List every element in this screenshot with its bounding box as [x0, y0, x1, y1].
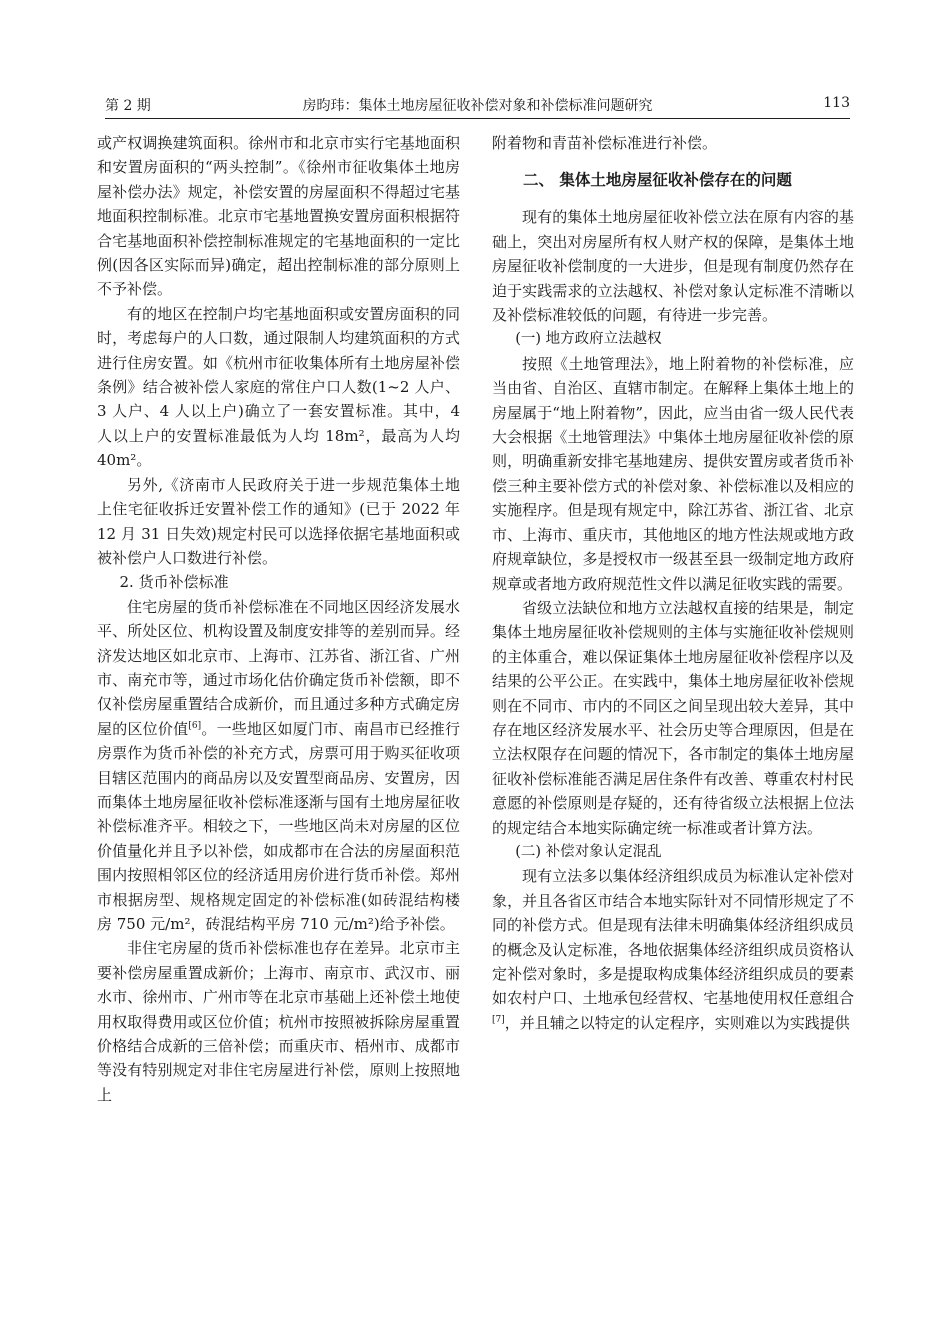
page-number: 113	[823, 95, 850, 111]
subsection-heading: (一) 地方政府立法越权	[515, 331, 662, 348]
citation-ref[interactable]: [7]	[492, 1014, 505, 1025]
subsection-heading: 2. 货币补偿标准	[119, 573, 229, 592]
paragraph-text: 住宅房屋的货币补偿标准在不同地区因经济发展水平、所处区位、机构设置及制度安排等的差别而异。经济发达地区如北京市、上海市、江苏省、浙江省、广州市、南充市等，通过市场化估价确定货币补偿额，即不仅补偿房屋重置结合成新价，而且通过多种方式确定房屋的区位价值	[97, 597, 460, 738]
paragraph	[492, 864, 854, 1035]
paragraph: 有的地区在控制户均宅基地面积或安置房面积的同时，考虑每户的人口数，通过限制人均建筑面积的方式进行住房安置。如《杭州市征收集体所有土地房屋补偿条例》结合被补偿人家庭的常住户口人数(1~2 人户、3 人户、4 人以上户)确立了一套安置标准。其中，4 人以上户的安置标准最低为人均 18m²，最高为人均 40m²。	[97, 304, 460, 470]
left-column	[97, 131, 460, 1107]
paragraph-text: 现有立法多以集体经济组织成员为标准认定补偿对象，并且各省区市结合本地实际针对不同情形规定了不同的补偿方式。但是现有法律未明确集体经济组织成员的概念及认定标准，各地依据集体经济组织成员资格认定补偿对象时，多是提取构成集体经济组织成员的要素如农村户口、土地承包经营权、宅基地使用权任意组合	[492, 867, 854, 1008]
paragraph-text: ，并且辅之以特定的认定程序，实则难以为实践提供	[504, 1013, 850, 1032]
section-heading: 二、 集体土地房屋征收补偿存在的问题	[523, 170, 792, 190]
subsection-heading: (二) 补偿对象认定混乱	[515, 843, 662, 860]
paragraph: 或产权调换建筑面积。徐州市和北京市实行宅基地面积和安置房面积的“两头控制”。《徐州市征收集体土地房屋补偿办法》规定，补偿安置的房屋面积不得超过宅基地面积控制标准。北京市宅基地置换安置房面积根据符合宅基地面积补偿控制标准规定的宅基地面积的一定比例(因各区实际而异)确定，超出控制标准的部分原则上不予补偿。	[97, 134, 460, 299]
paragraph: 附着物和青苗补偿标准进行补偿。	[492, 134, 718, 152]
paragraph: 省级立法缺位和地方立法越权直接的结果是，制定集体土地房屋征收补偿规则的主体与实施征收补偿规则的主体重合，难以保证集体土地房屋征收补偿程序以及结果的公平公正。在实践中，集体土地房屋征收补偿规则在不同市、市内的不同区之间呈现出较大差异，其中存在地区经济发展水平、社会历史等合理原因，但是在立法权限存在问题的情况下，各市制定的集体土地房屋征收补偿标准能否满足居住条件有改善、尊重农村村民意愿的补偿原则是存疑的，还有待省级立法根据上位法的规定结合本地实际确定统一标准或者计算方法。	[492, 598, 854, 837]
right-column	[492, 131, 854, 1035]
paragraph: 现有的集体土地房屋征收补偿立法在原有内容的基础上，突出对房屋所有权人财产权的保障，是集体土地房屋征收补偿制度的一大进步，但是现有制度仍然存在迫于实践需求的立法越权、补偿对象认定标准不清晰以及补偿标准较低的问题，有待进一步完善。	[492, 208, 854, 325]
paragraph	[97, 595, 460, 937]
running-header	[105, 92, 850, 119]
running-title: 房昀玮：集体土地房屋征收补偿对象和补偿标准问题研究	[302, 98, 653, 114]
paragraph: 另外,《济南市人民政府关于进一步规范集体土地上住宅征收拆迁安置补偿工作的通知》(已于 2022 年 12 月 31 日失效)规定村民可以选择依据宅基地面积或被补偿户人口数进行补偿。	[97, 475, 460, 567]
citation-ref[interactable]: [6]	[188, 720, 202, 731]
paragraph: 非住宅房屋的货币补偿标准也存在差异。北京市主要补偿房屋重置成新价；上海市、南京市、武汉市、丽水市、徐州市、广州市等在北京市基础上还补偿土地使用权取得费用或区位价值；杭州市按照被拆除房屋重置价格结合成新的三倍补偿；而重庆市、梧州市、成都市等没有特别规定对非住宅房屋进行补偿，原则上按照地上	[97, 939, 460, 1104]
issue-number: 第 2 期	[105, 98, 151, 114]
paragraph: 按照《土地管理法》，地上附着物的补偿标准，应当由省、自治区、直辖市制定。在解释上集体土地上的房屋属于“地上附着物”，因此，应当由省一级人民代表大会根据《土地管理法》中集体土地房屋征收补偿的原则，明确重新安排宅基地建房、提供安置房或者货币补偿三种主要补偿方式的补偿对象、补偿标准以及相应的实施程序。但是现有规定中，除江苏省、浙江省、北京市、上海市、重庆市，其他地区的地方性法规或地方政府规章缺位，多是授权市一级甚至县一级制定地方政府规章或者地方政府规范性文件以满足征收实践的需要。	[492, 354, 854, 593]
paragraph-text: 。一些地区如厦门市、南昌市已经推行房票作为货币补偿的补充方式，房票可用于购买征收项目辖区范围内的商品房以及安置型商品房、安置房，因而集体土地房屋征收补偿标准逐渐与国有土地房屋征收补偿标准齐平。相较之下，一些地区尚未对房屋的区位价值量化并且予以补偿，如成都市在合法的房屋面积范围内按照相邻区位的经济适用房价进行货币补偿。郑州市根据房型、规格规定固定的补偿标准(如砖混结构楼房 750 元/m²，砖混结构平房 710 元/m²)给予补偿。	[97, 719, 460, 933]
